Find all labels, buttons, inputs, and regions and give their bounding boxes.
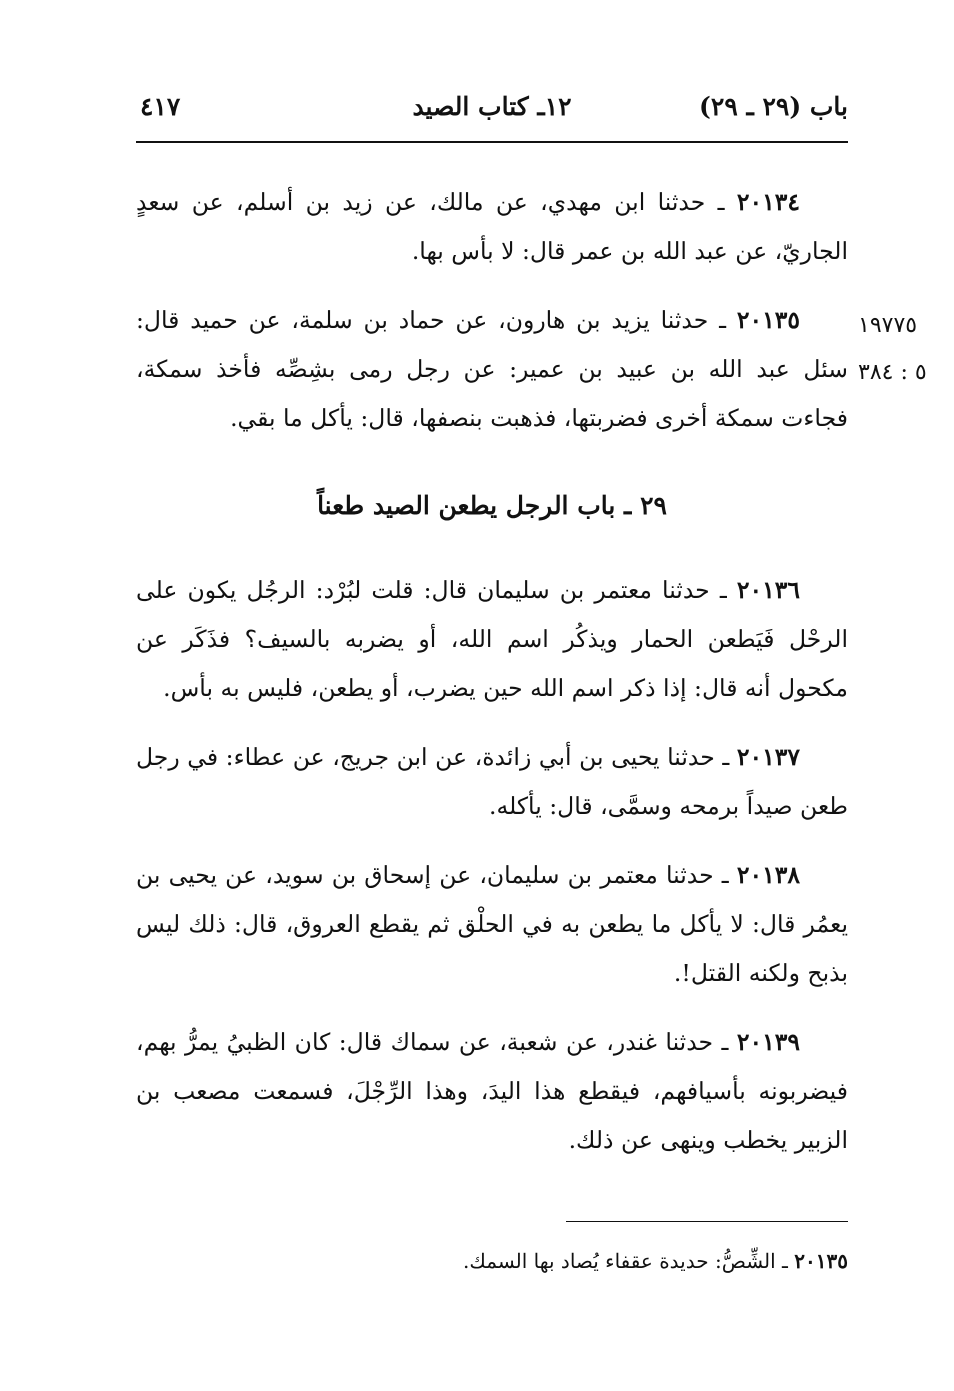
hadith-paragraph bbox=[136, 296, 848, 443]
page-header bbox=[136, 92, 848, 132]
hadith-number: ٢٠١٣٧ bbox=[736, 743, 800, 771]
margin-note-hadith-number: ١٩٧٧٥ bbox=[858, 313, 918, 338]
footnote bbox=[136, 1244, 848, 1278]
hadith-paragraph bbox=[136, 566, 848, 713]
page-number: ٤١٧ bbox=[140, 92, 181, 121]
hadith-paragraph bbox=[136, 1018, 848, 1165]
chapter-range: باب (٢٩ ـ ٢٩) bbox=[699, 92, 848, 121]
section-title: ٢٩ ـ باب الرجل يطعن الصيد طعناً bbox=[317, 491, 667, 520]
main-text bbox=[136, 178, 848, 1185]
hadith-text: ـ حدثنا غندر، عن شعبة، عن سماك قال: كان الظبيُ يمرُّ بهم، فيضربونه بأسيافهم، فيقطع هذا اليدَ، وهذا الرِّجْلَ، فسمعت مصعب بن الزبير يخطب وينهى عن ذلك. bbox=[136, 1028, 848, 1154]
hadith-number: ٢٠١٣٦ bbox=[736, 576, 800, 604]
footnote-number: ٢٠١٣٥ bbox=[794, 1249, 848, 1273]
hadith-paragraph bbox=[136, 851, 848, 998]
footnote-rule bbox=[566, 1221, 848, 1222]
hadith-number: ٢٠١٣٤ bbox=[736, 188, 800, 216]
book-title: ١٢ـ كتاب الصيد bbox=[412, 92, 572, 121]
hadith-text: ـ حدثنا يحيى بن أبي زائدة، عن ابن جريج، عن عطاء: في رجل طعن صيداً برمحه وسمَّى، قال: يأكله. bbox=[136, 743, 848, 820]
footnote-text: ـ الشِّصُّ: حديدة عقفاء يُصاد بها السمك. bbox=[463, 1249, 788, 1273]
hadith-paragraph bbox=[136, 733, 848, 831]
hadith-text: ـ حدثنا يزيد بن هارون، عن حماد بن سلمة، عن حميد قال: سئل عبد الله بن عبيد بن عمير: عن رجل رمى بشِصِّه فأخذ سمكة، فجاءت سمكة أخرى فضربتها، فذهبت بنصفها، قال: يأكل ما بقي. bbox=[136, 306, 848, 432]
hadith-paragraph bbox=[136, 178, 848, 276]
hadith-text: ـ حدثنا معتمر بن سليمان قال: قلت لبُرْد: الرجُل يكون على الرحْل فَيَطعن الحمار ويذكُر اسم الله، أو يضربه بالسيف؟ فذَكَر عن مكحول أنه قال: إذا ذكر اسم الله حين يضرب، أو يطعن، فليس به بأس. bbox=[136, 576, 848, 702]
margin-note-volume-page: ٥ : ٣٨٤ bbox=[858, 360, 927, 385]
header-rule bbox=[136, 141, 848, 143]
hadith-number: ٢٠١٣٨ bbox=[736, 861, 800, 889]
hadith-number: ٢٠١٣٩ bbox=[736, 1028, 800, 1056]
hadith-text: ـ حدثنا معتمر بن سليمان، عن إسحاق بن سويد، عن يحيى بن يعمُر قال: لا يأكل ما يطعن به في الحلْق ثم يقطع العروق، قال: ذلك ليس بذبح ولكنه القتل!. bbox=[136, 861, 848, 987]
hadith-number: ٢٠١٣٥ bbox=[736, 306, 800, 334]
hadith-text: ـ حدثنا ابن مهدي، عن مالك، عن زيد بن أسلم، عن سعدٍ الجاريّ، عن عبد الله بن عمر قال: لا بأس بها. bbox=[136, 188, 848, 265]
